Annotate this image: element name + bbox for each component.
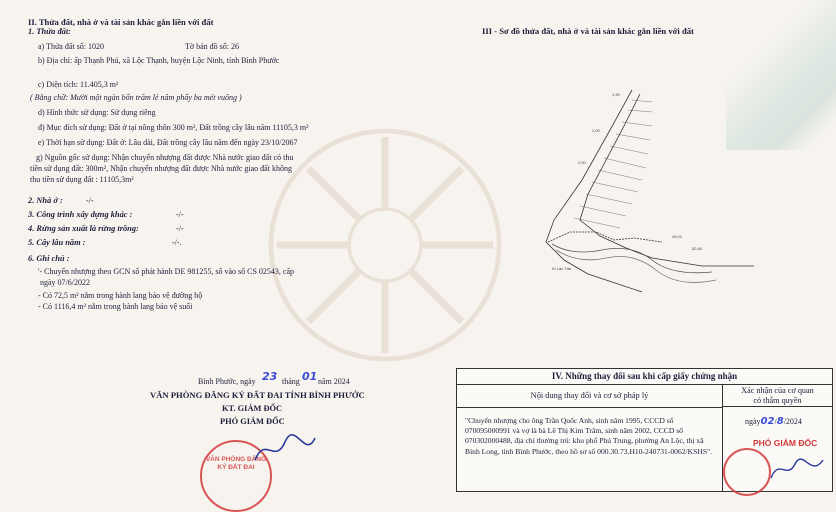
svg-text:1,90: 1,90 xyxy=(612,92,620,97)
note-stream-corridor: - Có 1116,4 m² nằm trong hành lang bảo vệ suối xyxy=(38,302,193,311)
changes-content-header: Nội dung thay đổi và cơ sở pháp lý xyxy=(457,385,723,408)
office-seal-stamp: VĂN PHÒNG ĐĂNG KÝ ĐẤT ĐAI xyxy=(200,440,272,512)
changes-confirm-cell xyxy=(723,408,832,491)
other-construction-label: 3. Công trình xây dựng khác : xyxy=(28,210,133,219)
deputy-director: PHÓ GIÁM ĐỐC xyxy=(220,417,285,426)
note-transfer-date: ngày 07/6/2022 xyxy=(40,278,90,287)
svg-text:Ki Lau Tân: Ki Lau Tân xyxy=(552,266,572,271)
usage-purpose: đ) Mục đích sử dụng: Đất ở tại nông thôn 300 m², Đất trồng cây lâu năm 11105,3 m² xyxy=(38,123,309,132)
usage-origin-line2: tiền sử dụng đất: 300m², Nhận chuyển nhượng đất được Nhà nước giao đất không xyxy=(30,164,292,173)
watermark-emblem-icon xyxy=(265,125,505,365)
confirm-date-year: /2024 xyxy=(783,417,802,426)
parcel-number: a) Thửa đất số: 1020 xyxy=(38,42,104,51)
confirm-signature-scribble xyxy=(767,454,827,484)
changes-panel xyxy=(456,368,833,492)
usage-origin-line1: g) Nguồn gốc sử dụng: Nhận chuyển nhượng đất được Nhà nước giao đất có thu xyxy=(36,153,294,162)
confirm-date-sep: / xyxy=(774,417,777,426)
usage-term: e) Thời hạn sử dụng: Đất ở: Lâu dài, Đất trồng cây lâu năm đến ngày 23/10/2067 xyxy=(38,138,298,147)
sign-date-month-label: tháng xyxy=(282,377,300,386)
map-sheet-number: Tờ bản đồ số: 26 xyxy=(185,42,240,51)
note-transfer: '- Chuyển nhượng theo GCN số phát hành DE 981255, số vào sổ CS 02543, cấp xyxy=(38,267,294,276)
changes-confirm-header xyxy=(723,385,832,407)
perennial-trees-value: -/-. xyxy=(172,238,182,247)
sign-date-year: năm 2024 xyxy=(318,377,350,386)
kt-director: KT. GIÁM ĐỐC xyxy=(222,404,283,413)
parcel-area: c) Diện tích: 11.405,3 m² xyxy=(38,80,119,89)
note-road-corridor: - Có 72,5 m² nằm trong hành lang bảo vệ đường bộ xyxy=(38,291,203,300)
confirm-date-prefix: ngày xyxy=(745,417,761,426)
section2-heading: II. Thửa đất, nhà ở và tài sản khác gắn liền với đất xyxy=(28,17,214,27)
confirm-seal-stamp xyxy=(723,448,771,496)
parcel-address: b) Địa chỉ: ấp Thạnh Phú, xã Lộc Thạnh, huyện Lộc Ninh, tỉnh Bình Phước xyxy=(38,56,280,65)
changes-confirm-header-line2: có thẩm quyền xyxy=(753,396,802,405)
sign-date-day: 23 xyxy=(262,370,278,383)
parcel-sketch-map xyxy=(492,60,792,300)
other-construction-value: -/- xyxy=(176,210,184,219)
confirm-role: PHÓ GIÁM ĐỐC xyxy=(753,438,818,448)
usage-form: d) Hình thức sử dụng: Sử dụng riêng xyxy=(38,108,156,117)
notes-label: 6. Ghi chú : xyxy=(28,254,70,263)
svg-text:52,84: 52,84 xyxy=(692,246,703,251)
svg-text:49,01: 49,01 xyxy=(672,234,683,239)
house-value: -/- xyxy=(86,196,94,205)
house-label: 2. Nhà ở : xyxy=(28,196,63,205)
parcel-area-words: ( Bằng chữ: Mười một ngàn bốn trăm lẻ năm phẩy ba mét vuông ) xyxy=(30,93,242,102)
confirm-date-month: 8 xyxy=(776,416,784,427)
confirm-date-day: 02 xyxy=(760,416,775,427)
sign-date-month: 01 xyxy=(302,370,318,383)
svg-text:2,00: 2,00 xyxy=(578,160,586,165)
changes-panel-title: IV. Những thay đổi sau khi cấp giấy chứng nhận xyxy=(457,369,832,385)
svg-text:2,00: 2,00 xyxy=(592,128,600,133)
changes-content-cell xyxy=(457,408,723,491)
signature-scribble xyxy=(250,430,320,470)
section3-heading: III - Sơ đồ thửa đất, nhà ở và tài sản khác gắn liền với đất xyxy=(482,26,694,36)
changes-confirm-header-line1: Xác nhận của cơ quan xyxy=(741,386,814,395)
perennial-trees-label: 5. Cây lâu năm : xyxy=(28,238,86,247)
sign-date-prefix: Bình Phước, ngày xyxy=(198,377,256,386)
planted-forest-value: -/- xyxy=(176,224,184,233)
usage-origin-line3: thu tiền sử dụng đất : 11105,3m² xyxy=(30,175,134,184)
changes-content-text: "Chuyển nhượng cho ông Trần Quốc Anh, sinh năm 1995, CCCD số 070095000991 và vợ là bà Lê Thị Kim Trâm, sinh năm 2002, CCCD số 070302000488, địa chỉ thường trú: khu phố Phú Trung, phường An Lộc, thị xã Bình Long, tỉnh Bình Phước, theo hồ sơ số 000.30.73.H10-240731-0062/KSHS". xyxy=(465,416,713,456)
planted-forest-label: 4. Rừng sản xuất là rừng trồng: xyxy=(28,224,139,233)
land-parcel-subheading: 1. Thửa đất: xyxy=(28,27,71,36)
issuing-office: VĂN PHÒNG ĐĂNG KÝ ĐẤT ĐAI TỈNH BÌNH PHƯỚC xyxy=(150,390,365,400)
